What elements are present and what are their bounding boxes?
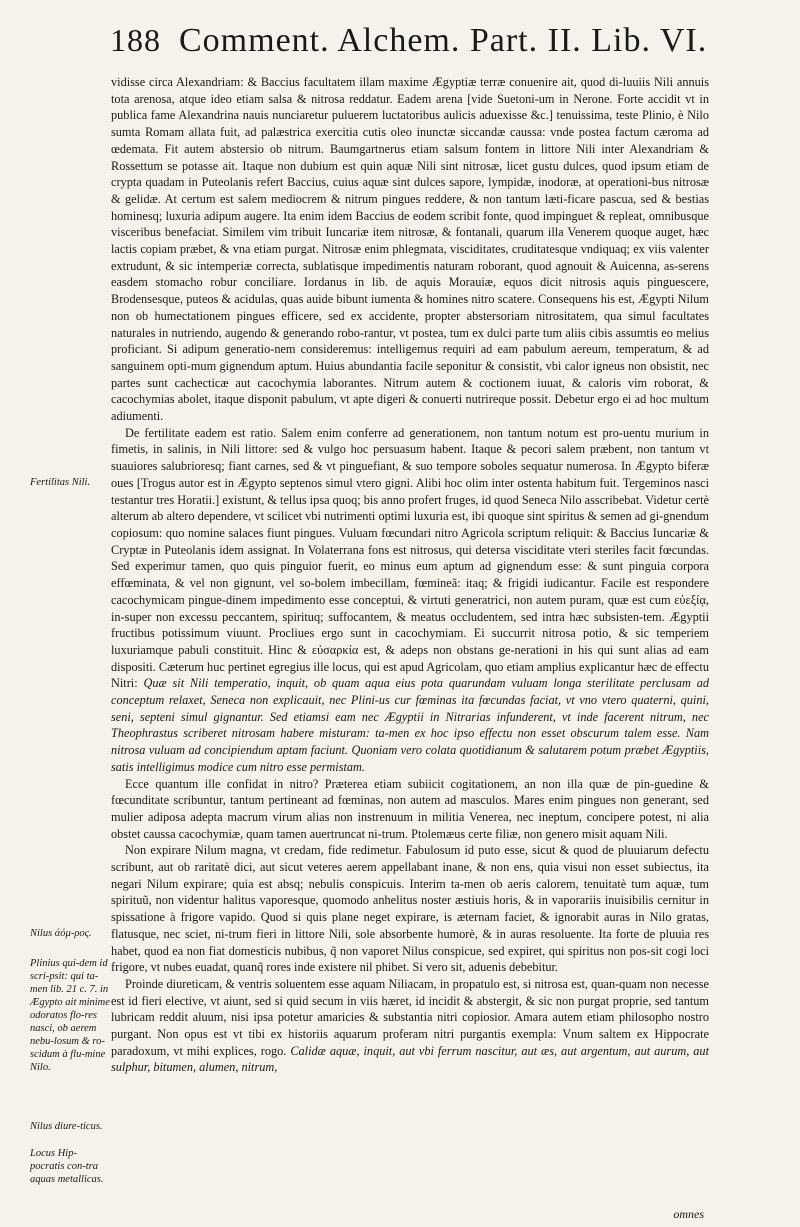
page-header [110,22,750,70]
margin-note-plinius: Plinius qui-dem id scri-psit: qui ta-men lib. 21 c. 7. in Ægypto ait minime odoratos flo-res nasci, ob aerem nebu-losum & ro-scidum à flu-mine Nilo. [30,958,110,1073]
margin-note-locus: Locus Hip-pocratis con-tra aquas metallicas. [30,1148,104,1185]
margin-note-nilus: Nilus ἀόμ-ρος. [30,928,92,939]
margin-note-fertilitas: Fertilitas Nili. [30,477,91,488]
paragraph [111,425,709,776]
quotation: Calidæ aquæ, inquit, aut vbi ferrum nascitur, aut æs, aut argentum, aut aurum, aut sulphur, bitumen, alumen, nitrum, [111,1043,709,1075]
paragraph: Ecce quantum ille confidat in nitro? Præterea etiam subiicit cogitationem, an non illa quæ de pin-guedine & fœcunditate scribuntur, tantum pertineant ad fœminas, non autem ad masculos. Mares enim pingues non generant, sed mulier adiposa adepta macrum virum alias non instrenuum in militia Venerea, nec ineptum, concipere potest, ni alia obstet caussa cacochymiæ, quam tamen auertruncat ni-trum. Ptolemæus certe filiæ, non genero misit aquam Nili. [111,776,709,841]
paragraph-text: Proinde diureticam, & ventris soluentem esse aquam Niliacam, in propatulo est, si nitrosa est, quan-quam non necesse est id fieri elective, vt aiunt, sed si quid secum in viis hæret, id incidit & abstergit, & sic non purgat proprie, sed tantum lubricam reddit aluum, nisi ipsa potetur amaricies & substantia nitri copiosior. Amara autem etiam philosopho nostro purgant. Non opus est vt tibi ex historiis aquarum proferam nitri purgantis exempla: Vnum saltem ex Hippocrate paradoxum, vt mihi explices, rogo. [111,976,709,1058]
main-text [111,74,709,1076]
paragraph [111,976,709,1076]
paragraph: Non expirare Nilum magna, vt credam, fide redimetur. Fabulosum id puto esse, sicut & quod de pluuiarum defectu scribunt, aut ob raritatè dici, aut sicut veteres aerem appellabant inane, & non ens, quia visui non esset subiectus, ita negari Nilum expirare; quia est absq; nebulis conspicuis. Interim ta-men ob aeris calorem, tenuitatè tum aquæ, tum spirituũ, non videntur halitus vaporesque, quomodo anhelitus noster æstiuis horis, & in vaporariis inuisibilis cernitur in spissatione à frigore vapido. Quod si quis plane neget expirare, is æternam faciet, & ignorabit auras in Nilo gratas, flatusque, nec sciet, ni-trum fieri in littore Nili, sole absorbente humorè, & in auras resoluente. Ita forte de pluuia res habet, quod ea non fiat domesticis nubibus, q̃ non vaporet Nilus conspicue, sed expiret, qui spiritus non pos-sit cogi loci frigore, vt nubes euadat, quanq̃ rores inde existere nil phibet. Si vero sit, aduenis debebitur. [111,843,709,975]
page-number: 188 [110,22,161,58]
margin-note-diureticus: Nilus diure-ticus. [30,1121,103,1132]
paragraph: vidisse circa Alexandriam: & Baccius facultatem illam maxime Ægyptiæ terræ conuenire ait, quod di-luuiis Nili annuis tota arenosa, atque ideo etiam salsa & nitrosa reddatur. Eadem arena [vide Suetoni-um in Nerone. Forte accidit vt in publica fame Alexandrina nauis nunciaretur puluerem luctatoribus aulicis aduexisse &c.] tenuissima, teste Plinio, è Nilo sumta Romam allata fuit, ad palæstrica exercitia cutis oleo inunctæ siccandæ caussa: vnde postea factum cæroma ad œdemata. Fit autem abstersio ob nitrum. Baumgartnerus etiam salsum fontem in littore Nili inter Alexandriam & Rossettum se potasse ait. Itaque non dubium est quin aquæ Nili sint nitrosæ, licet gustu dulces, quod ipsum etiam de crypta quadam in Puteolanis refert Baccius, cuius aquæ sint dulces sapore, lympidæ, inodoræ, at operationi-bus nitrosæ & gelidæ. At certum est salem mediocrem & nitrum pingues reddere, & non tantum læti-ficare pascua, sed & bestias hominesq; luxuria adipum augere. Ita enim idem Baccius de eodem scribit fonte, quod impinguet & repleat, omnibusque visceribus benefaciat. Similem vim tribuit Iuncariæ item nitrosæ, & fontanali, quarum illa Venerem quoque auget, hæc lactis copiam præbet, & vna etiam purgat. Nitrosæ enim phlegmata, visciditates, cruditatesque vndiquaq; ex viis valenter extrudunt, & sic intemperiæ correcta, sublatisque impedimentis naturam roborant, quod agnouit & Auicenna, as-serens easdem stomacho robur conciliare. Iordanus in lib. de aquis Morauiæ, equos dicit nitrosis aquis pinguescere, Brodensesque, puteos & acidulas, quas auide bibunt iumenta & homines nitro scatere. Consequens his est, Ægypti Nilum non ob humectationem pingues efficere, sed ex accidente, propter abstersoriam nitrositatem, qua simul facultates naturales in nutriendo, augendo & generando robo-rantur, vt postea, tum ex dulci parte tum aliis cibis assumtis eo melius proficiant. Si adipum generatio-nem consideremus: intelligemus requiri ad eam pabulum aereum, temperatum, & ad sanguinem opti-mum gignendum aptum. Huius abundantia facile seponitur & consistit, vbi calor igneus non obsistit, nec partes sunt cachecticæ aut cacochymia laborantes. Nitrum autem & coctionem iuuat, & caloris vim roborat, & cacochymias abolet, itaque disponit pabulum, vt apte digeri & conuerti nutrireque possit. Debetur ergo ei ad hoc multum adiumenti. [111,75,709,424]
paragraph-text: De fertilitate eadem est ratio. Salem enim conferre ad generationem, non tantum notum est pro-uentu murium in fimetis, in salinis, in Nili littore: sed & vulgo hoc persuasum habent. Itaque & pecori salem præbent, non tantum vt suauiores salubrioresq; fiant carnes, sed & vt pinguefiant, & suo tempore soboles sequatur numerosa. In Ægypto biferæ oues [Trogus autor est in Ægypto septenos simul vtero gigni. Alibi hoc olim inter ostenta habitum fuit. Tergeminos nasci testantur tres Horatii.] existunt, & tellus ipsa quoq; bis anno profert fruges, id quod Seneca Nilo asscribebat. Videtur certè alterum ab altero dependere, vt scilicet vbi nutrimenti optimi luxuria est, ibi quoque sint spiritus & semen ad gi-gnendum copiosum: quo nomine salaces fiunt pingues. Vuluam fœcundari nitro Agricola scriptum reliquit: & Baccius Iuncariæ & Cryptæ in Puteolanis idem assignat. In Volaterrana fons est nitrosus, qui detersa visciditate vteri steriles facit fœcundas. Sed experimur tamen, quo quis pinguior fuerit, eo minus eum aptum ad gignendum esse: & sunt pinguia corpora effœminata, & vel non gignunt, vel so-bolem imbecillam, fœmineã: itaq; & frigidi iudicantur. Facile est respondere cacochymicam pingue-dinem impedimento esse conceptui, & virtuti generatrici, non autem puram, quæ est cum εὐεξίᾳ, in-super non excessu peccantem, spirituq; suffocantem, & meatus occludentem, sed intra hæc subsisten-tem. Ægyptii fructibus potissimum viuunt. Procliues ergo sunt in cacochymiam. Ei succurrit nitrosa potio, & sic temperiem luxuriamque pabuli constituit. Hinc & εὐσαρκία est, & adeps non obstans ge-nerationi in his qui sunt alias ad eam dispositi. Cæterum huc pertinet egregius ille locus, qui est apud Agricolam, quo etiam amplius explicantur hæc de effectu Nitri: [111,425,710,691]
catchword: omnes [673,1207,704,1221]
running-title: Comment. Alchem. Part. II. Lib. VI. [179,22,708,59]
quotation: Quæ sit Nili temperatio, inquit, ob quam aqua eius pota quarundam vuluam longa sterilitate perclusam ad conceptum relaxet, Seneca non explicauit, nec Plini-us cur fœminas ita fœcundas faciat, vt vno vtero quaterni, quini, seni, septeni simul gignantur. Sed etiamsi eam nec Ægyptii in Nitrarias infunderent, vt inde facerent nitrum, nec Theophrastus scriberet nitrosam habere misturam: ta-men ex hoc ipso effectu non esset obscurum talem esse. Nam nitrosa vuluam ad concipiendum aptam faciunt. Quoniam vero colata quotidianum & salutarem potum præbet Ægyptiis, satis intelligimus modice cum nitro esse permistam. [111,676,709,774]
